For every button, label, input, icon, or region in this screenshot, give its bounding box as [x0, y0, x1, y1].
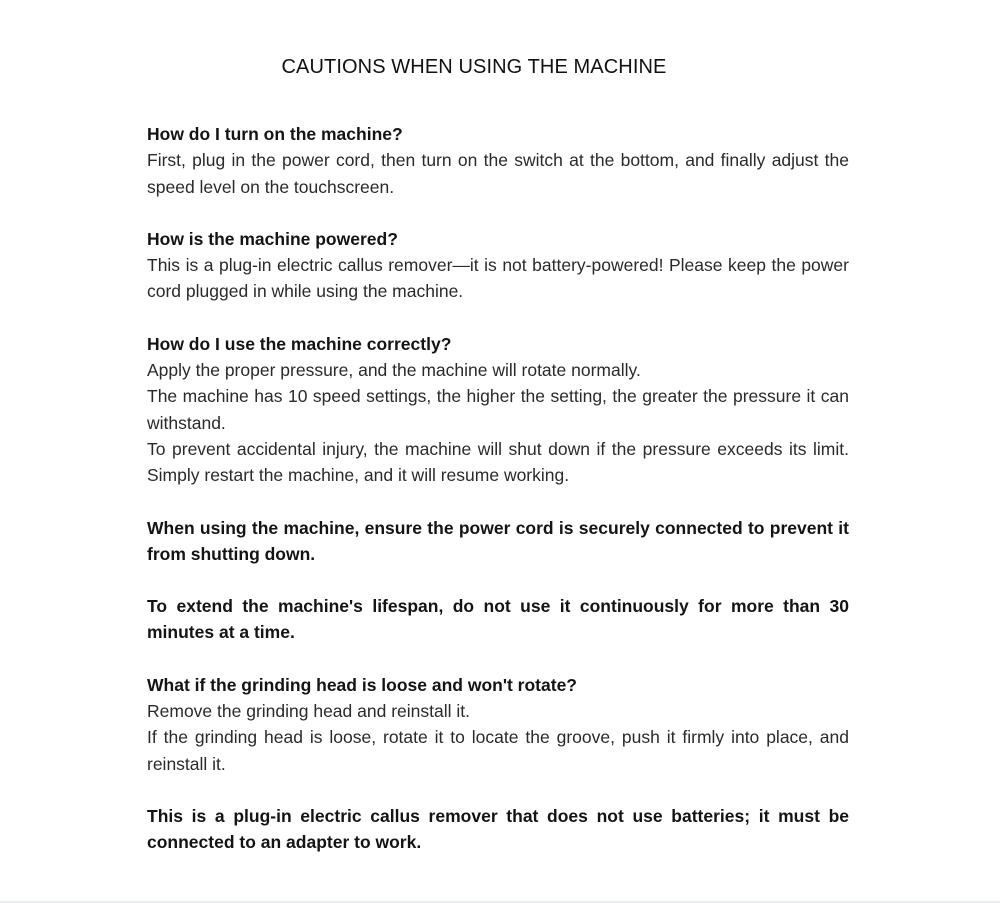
- section-question: How do I turn on the machine?: [147, 124, 403, 144]
- section-question: How is the machine powered?: [147, 228, 398, 249]
- section-answer: This is a plug-in electric callus remover—it is not battery-powered! Please keep the power cord plugged in while using the machine.: [147, 255, 849, 302]
- bold-note: When using the machine, ensure the power cord is securely connected to prevent it from shutting down.: [147, 517, 849, 564]
- bold-note: To extend the machine's lifespan, do not use it continuously for more than 30 minutes at a time.: [147, 596, 849, 643]
- document-body: [147, 121, 849, 882]
- bold-note: This is a plug-in electric callus remover that does not use batteries; it must be connected to an adapter to work.: [147, 805, 849, 853]
- note-lifespan: [147, 593, 849, 646]
- section-use-correctly: [147, 331, 849, 489]
- section-power: [147, 226, 849, 305]
- section-answer: To prevent accidental injury, the machine will shut down if the pressure exceeds its limit. Simply restart the machine, and it will resume working.: [147, 438, 849, 486]
- section-answer: First, plug in the power cord, then turn on the switch at the bottom, and finally adjust the speed level on the touchscreen.: [147, 150, 849, 197]
- section-grinding-head: [147, 672, 849, 777]
- section-answer: Apply the proper pressure, and the machine will rotate normally.: [147, 360, 641, 381]
- page-title: CAUTIONS WHEN USING THE MACHINE: [281, 56, 667, 78]
- section-answer: Remove the grinding head and reinstall it.: [147, 701, 470, 722]
- section-answer: If the grinding head is loose, rotate it to locate the groove, push it firmly into place, and reinstall it.: [147, 727, 849, 774]
- section-question: How do I use the machine correctly?: [147, 333, 452, 354]
- section-question: What if the grinding head is loose and won't rotate?: [147, 674, 577, 695]
- note-adapter: [147, 803, 849, 856]
- note-power-cord: [147, 515, 849, 568]
- section-turn-on: [147, 121, 849, 200]
- section-answer: The machine has 10 speed settings, the higher the setting, the greater the pressure it can withstand.: [147, 386, 849, 433]
